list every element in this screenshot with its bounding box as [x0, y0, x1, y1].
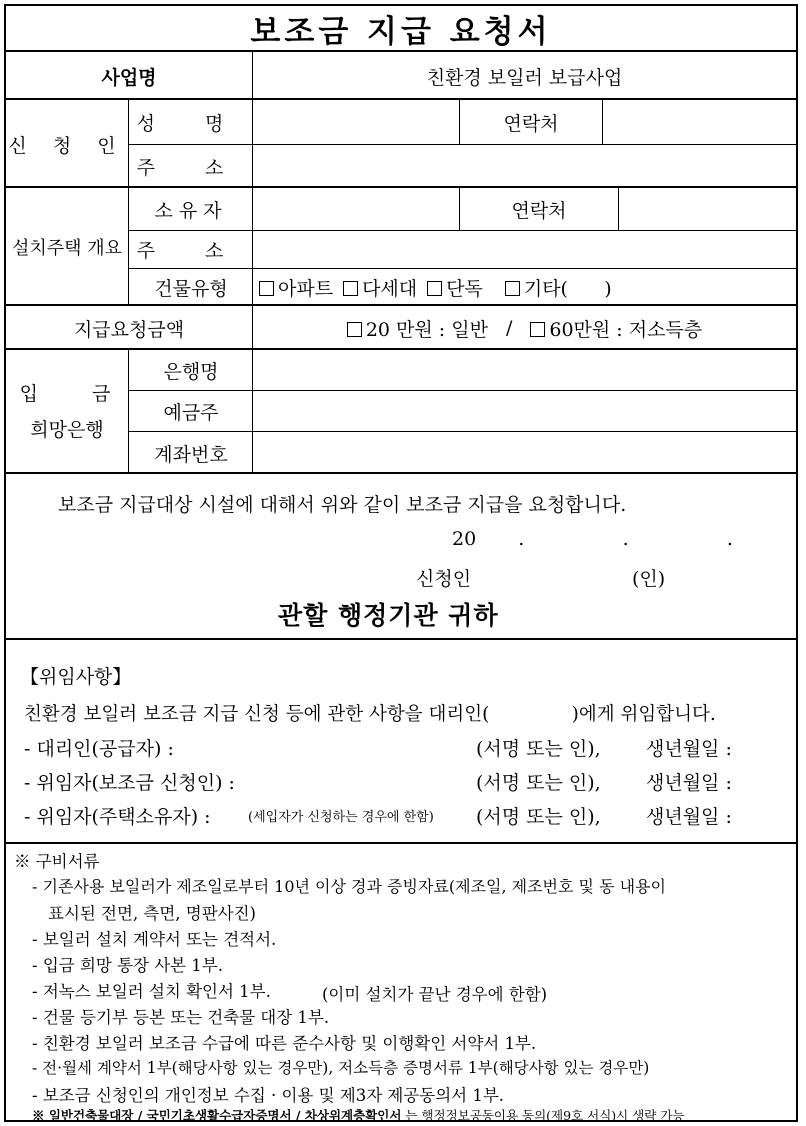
bank-label-line: 입 금 — [19, 383, 135, 405]
birth-label: 생년월일 : — [646, 806, 732, 828]
type-other[interactable] — [505, 274, 612, 301]
signature-label: (서명 또는 인), — [476, 772, 601, 794]
request-statement: 보조금 지급대상 시설에 대해서 위와 같이 보조금 지급을 요청합니다. — [58, 494, 627, 516]
owner-note: (세입자가 신청하는 경우에 한함) — [248, 810, 434, 825]
owner-contact-field[interactable] — [619, 188, 796, 230]
applicant-name-field[interactable] — [253, 100, 459, 144]
divider — [6, 638, 796, 640]
applicant-address-field[interactable] — [253, 145, 796, 188]
house-address-label: 주 소 — [136, 240, 246, 262]
applicant-label: 신 청 인 — [8, 134, 126, 157]
checkbox-icon[interactable] — [427, 281, 442, 296]
documents-footer — [32, 1106, 684, 1124]
name-label: 성 명 — [136, 112, 246, 135]
type-label: 아파트 — [278, 278, 334, 300]
type-label: 기타( ) — [523, 278, 612, 300]
signature-label: (서명 또는 인), — [476, 738, 601, 760]
install-note: (이미 설치가 끝난 경우에 한함) — [322, 985, 548, 1004]
checkbox-icon[interactable] — [347, 322, 362, 337]
form-title: 보조금 지급 요청서 — [250, 13, 552, 50]
document-item: - 저녹스 보일러 설치 확인서 1부. — [32, 982, 271, 1001]
amount-low-income[interactable] — [530, 315, 702, 342]
document-item: - 입금 희망 통장 사본 1부. — [32, 956, 223, 975]
business-label: 사업명 — [101, 66, 157, 89]
amount-separator: / — [505, 317, 513, 339]
divider — [6, 842, 796, 844]
delegation-statement: 친환경 보일러 보조금 지급 신청 등에 관한 사항을 대리인( )에게 위임합니다. — [24, 704, 716, 725]
agent-line: - 대리인(공급자) : — [24, 738, 174, 760]
applicant-address-label: 주 소 — [136, 157, 246, 179]
birth-label: 생년월일 : — [646, 738, 732, 760]
type-label: 다세대 — [362, 278, 418, 300]
business-value: 친환경 보일러 보급사업 — [426, 66, 623, 89]
bank-name-field[interactable] — [253, 350, 796, 390]
house-label: 설치주택 개요 — [11, 238, 123, 259]
amount-label: 지급요청금액 — [73, 318, 185, 341]
building-type-label: 건물유형 — [154, 278, 228, 300]
house-address-field[interactable] — [253, 231, 796, 268]
type-apartment[interactable] — [259, 274, 333, 301]
document-item: 표시된 전면, 측면, 명판사진) — [48, 904, 256, 923]
document-item: - 보일러 설치 계약서 또는 견적서. — [32, 930, 277, 949]
applicant-contact-field[interactable] — [603, 100, 796, 144]
amount-options — [253, 306, 796, 350]
type-detached[interactable] — [427, 274, 483, 301]
account-label: 계좌번호 — [154, 443, 228, 466]
birth-label: 생년월일 : — [646, 772, 732, 794]
owner-field[interactable] — [253, 188, 459, 230]
bank-label — [6, 350, 135, 474]
document-item: - 기존사용 보일러가 제조일로부터 10년 이상 경과 증빙자료(제조일, 제조번호 및 동 내용이 — [32, 877, 666, 896]
depositor-label: 예금주 — [163, 401, 219, 424]
bank-name-label: 은행명 — [163, 360, 219, 383]
depositor-field[interactable] — [253, 391, 796, 431]
request-date[interactable]: 20 . . . — [452, 528, 733, 550]
type-label: 단독 — [446, 278, 483, 300]
checkbox-icon[interactable] — [505, 281, 520, 296]
footer-bold: ※ 일반건축물대장 / 국민기초생활수급자증명서 / 차상위계층확인서 — [32, 1108, 402, 1123]
checkbox-icon[interactable] — [259, 281, 274, 296]
account-field[interactable] — [253, 432, 796, 474]
amount-option-label: 60만원 : 저소득층 — [549, 318, 703, 341]
amount-general[interactable] — [347, 315, 488, 342]
document-item: - 친환경 보일러 보조금 수급에 따른 준수사항 및 이행확인 서약서 1부. — [32, 1034, 537, 1053]
documents-heading: ※ 구비서류 — [14, 852, 100, 871]
delegation-heading: 【위임사항】 — [20, 666, 132, 688]
addressee: 관할 행정기관 귀하 — [278, 601, 499, 630]
document-item: - 전·월세 계약서 1부(해당사항 있는 경우만), 저소득층 증명서류 1부(해당사항 있는 경우만) — [32, 1059, 650, 1077]
footer-rest: 는 행정정보공동이용 동의(제9호 서식)시 생략 가능 — [405, 1108, 685, 1123]
divider — [6, 472, 796, 474]
checkbox-icon[interactable] — [343, 281, 358, 296]
applicant-sign-label: 신청인 — [416, 568, 472, 590]
seal-mark[interactable]: (인) — [632, 568, 666, 590]
type-multi-family[interactable] — [343, 274, 417, 301]
signature-label: (서명 또는 인), — [476, 806, 601, 828]
document-item: - 보조금 신청인의 개인정보 수집 · 이용 및 제3자 제공동의서 1부. — [32, 1086, 505, 1105]
amount-option-label: 20 만원 : 일반 — [365, 318, 488, 341]
owner-contact-label: 연락처 — [511, 199, 567, 222]
building-type-options — [259, 269, 796, 306]
applicant-contact-label: 연락처 — [503, 112, 559, 135]
owner-line: - 위임자(주택소유자) : — [24, 806, 211, 828]
divider — [252, 268, 253, 306]
checkbox-icon[interactable] — [530, 322, 545, 337]
bank-label-line: 희망은행 — [30, 419, 104, 441]
delegator-line: - 위임자(보조금 신청인) : — [24, 772, 235, 794]
document-item: - 건물 등기부 등본 또는 건축물 대장 1부. — [32, 1008, 330, 1027]
subsidy-request-form — [4, 4, 798, 1122]
owner-label: 소유자 — [154, 199, 228, 222]
